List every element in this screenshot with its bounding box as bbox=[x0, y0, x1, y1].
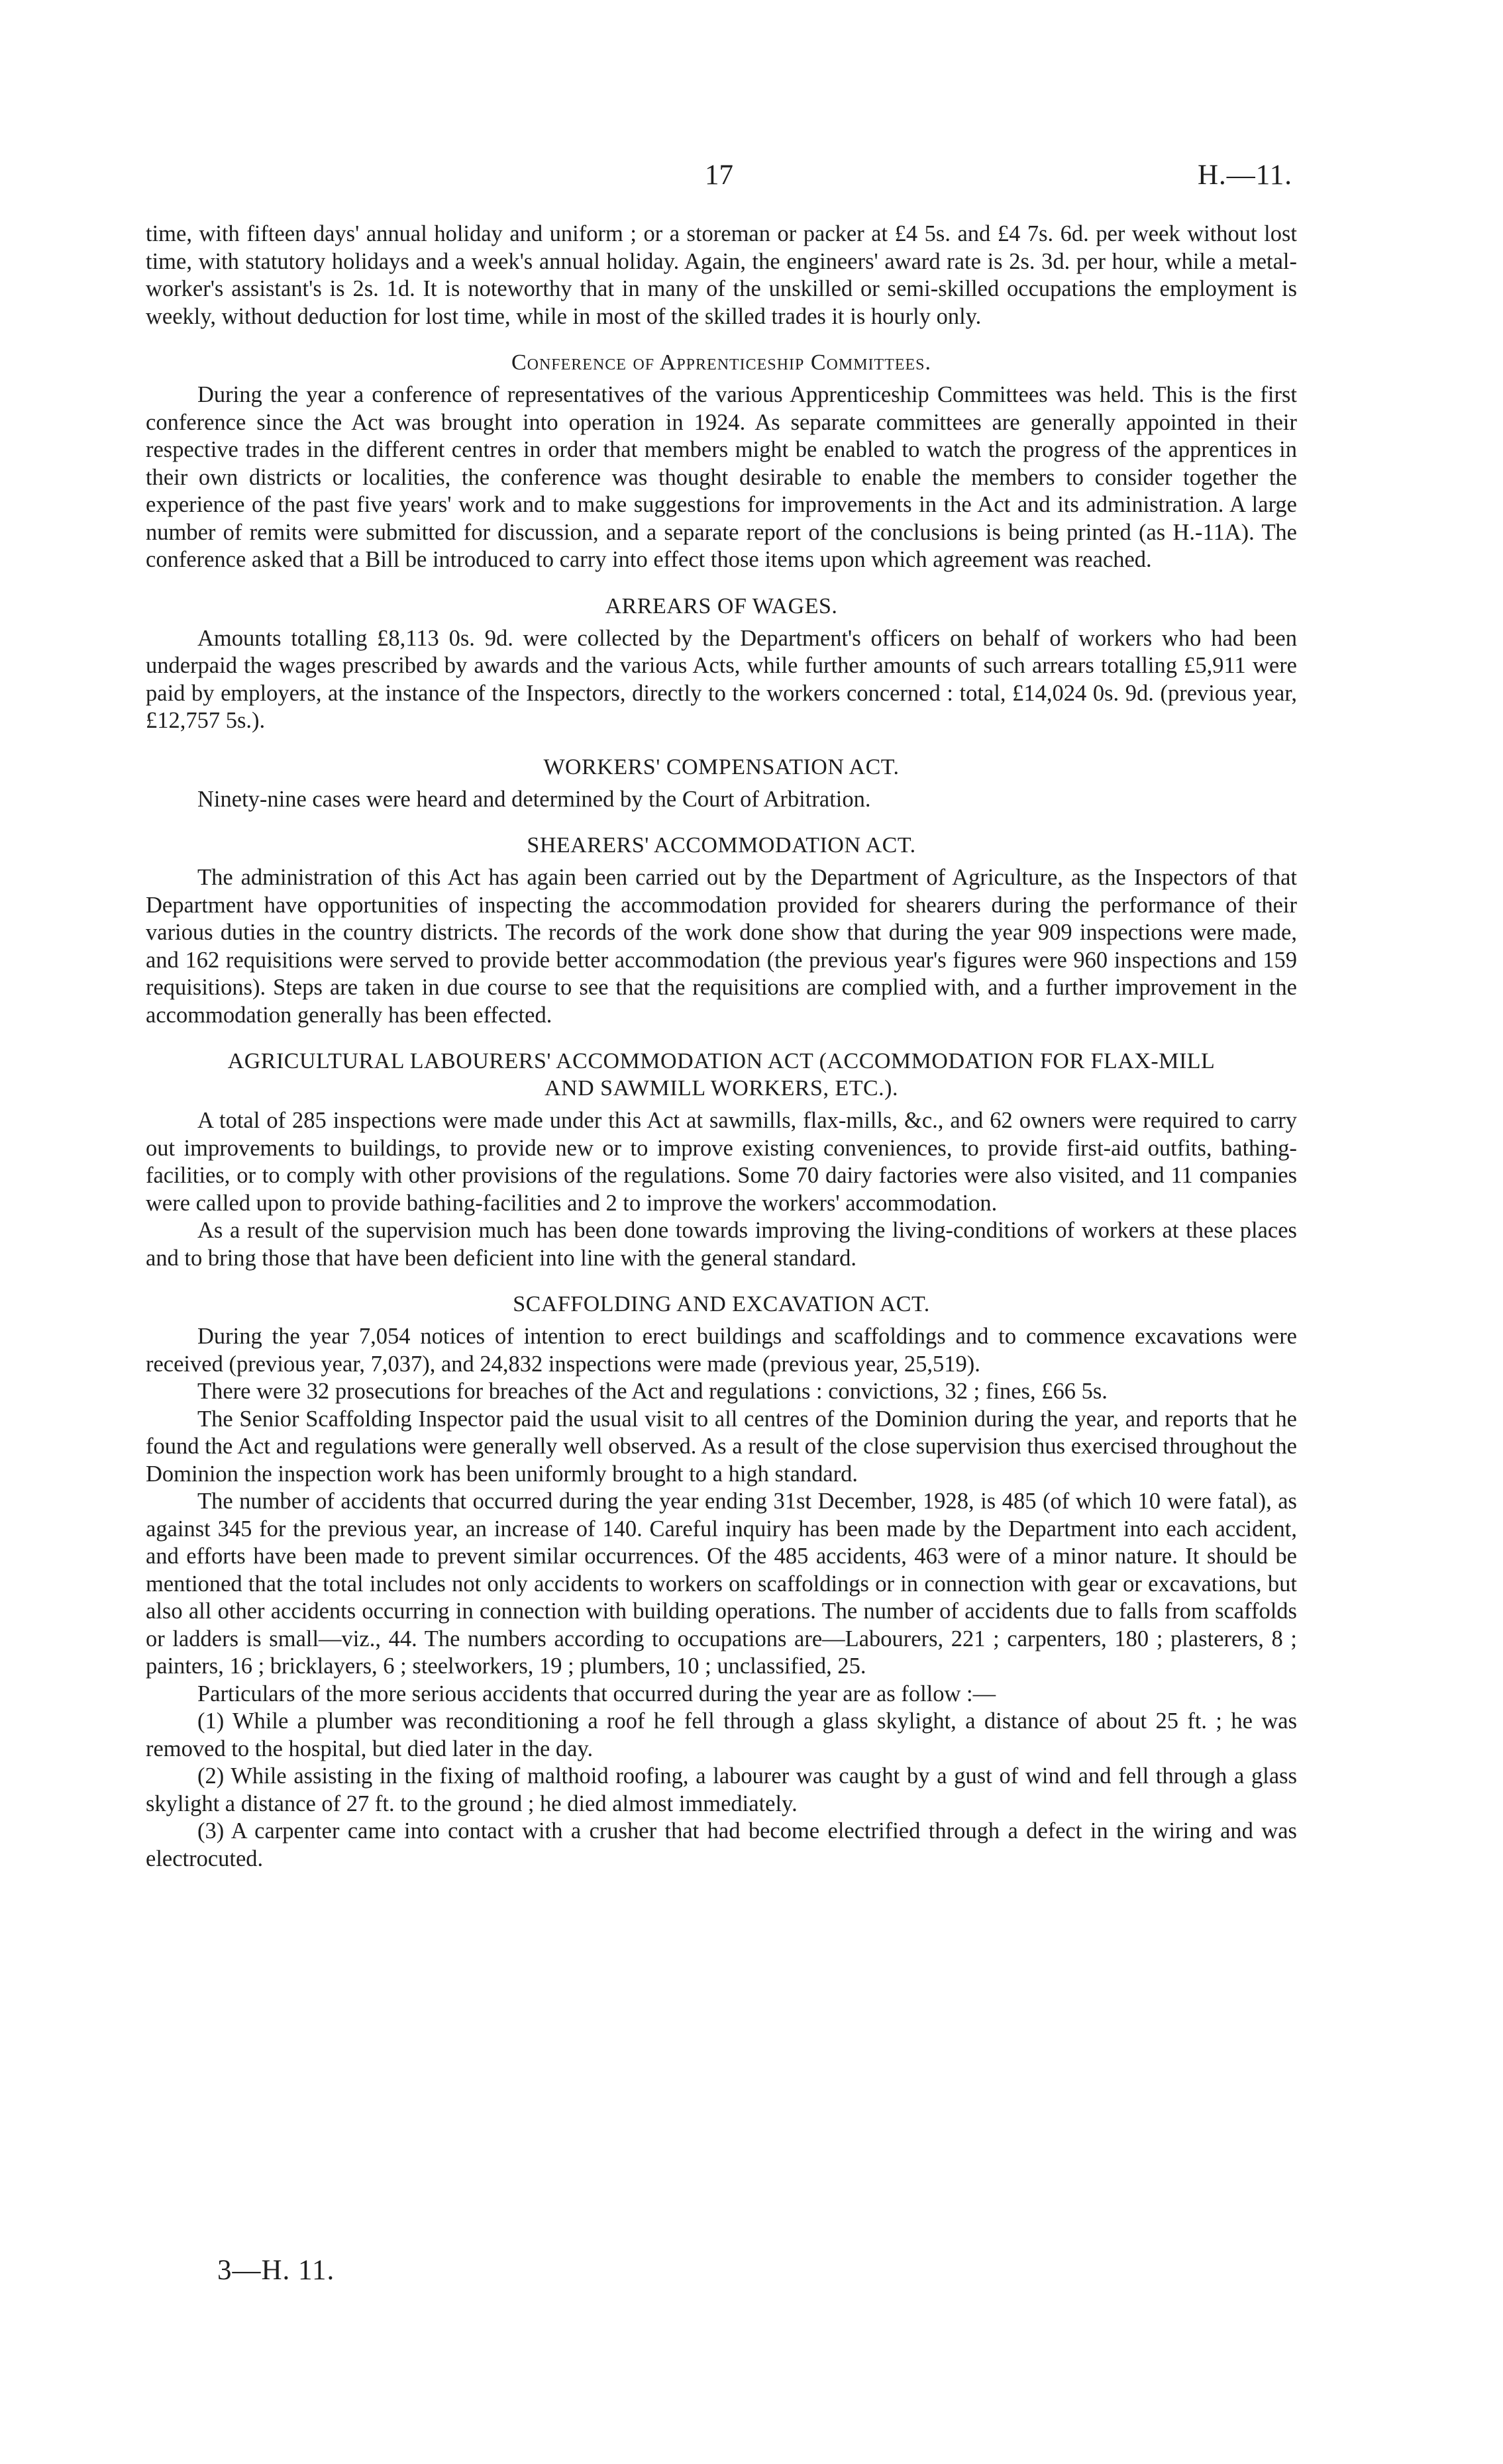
accident-item-1: (1) While a plumber was reconditioning a roof he fell through a glass skylight, a distance of about 25 ft. ; he was removed to the hospital, but died later in the day. bbox=[146, 1708, 1297, 1761]
heading-agricultural: AGRICULTURAL LABOURERS' ACCOMMODATION ACT (ACCOMMODATION FOR FLAX-MILL AND SAWMILL WORKERS, ETC.). bbox=[227, 1049, 1216, 1101]
scaffolding-paragraph-1: During the year 7,054 notices of intention to erect buildings and scaffoldings and to commence excavations were received (previous year, 7,037), and 24,832 inspections were made (previous year, 25,519). bbox=[146, 1324, 1297, 1377]
heading-conference: Conference of Apprenticeship Committees. bbox=[511, 350, 932, 375]
arrears-paragraph: Amounts totalling £8,113 0s. 9d. were collected by the Department's officers on behalf of workers who had been underpaid the wages prescribed by awards and the various Acts, while further amounts of such arrears totalling £5,911 were paid by employers, at the instance of the Inspectors, directly to the workers concerned : total, £14,024 0s. 9d. (previous year, £12,757 5s.). bbox=[146, 625, 1297, 733]
accident-item-2: (2) While assisting in the fixing of malthoid roofing, a labourer was caught by a gust of wind and fell through a glass skylight a distance of 27 ft. to the ground ; he died almost immediately. bbox=[146, 1763, 1297, 1816]
signature-mark: 3—H. 11. bbox=[217, 2255, 335, 2286]
agricultural-paragraph-2: As a result of the supervision much has been done towards improving the living-conditions of workers at these places and to bring those that have been deficient into line with the general standard. bbox=[146, 1218, 1297, 1271]
page-number: 17 bbox=[705, 160, 733, 191]
scaffolding-paragraph-5: Particulars of the more serious accidents that occurred during the year are as follow :— bbox=[197, 1681, 996, 1706]
workers-compensation-paragraph: Ninety-nine cases were heard and determined by the Court of Arbitration. bbox=[197, 786, 871, 812]
scaffolding-paragraph-3: The Senior Scaffolding Inspector paid the usual visit to all centres of the Dominion during the year, and reports that he found the Act and regulations were generally well observed. As a result of the close supervision thus exercised throughout the Dominion the inspection work has been uniformly brought to a high standard. bbox=[146, 1406, 1297, 1487]
heading-workers-compensation: WORKERS' COMPENSATION ACT. bbox=[543, 754, 900, 779]
heading-scaffolding: SCAFFOLDING AND EXCAVATION ACT. bbox=[513, 1292, 930, 1316]
scaffolding-paragraph-2: There were 32 prosecutions for breaches of the Act and regulations : convictions, 32 ; fines, £66 5s. bbox=[197, 1379, 1108, 1404]
scaffolding-paragraph-4: The number of accidents that occurred during the year ending 31st December, 1928, is 485 (of which 10 were fatal), as against 345 for the previous year, an increase of 140. Careful inquiry has been made by the Department into each accident, and efforts have been made to prevent similar occurrences. Of the 485 accidents, 463 were of a minor nature. It should be mentioned that the total includes not only accidents to workers on scaffoldings or in connection with gear or excavations, but also all other accidents occurring in connection with building operations. The number of accidents due to falls from scaffolds or ladders is small—viz., 44. The numbers according to occupations are—Labourers, 221 ; carpenters, 180 ; plasterers, 8 ; painters, 16 ; bricklayers, 6 ; steelworkers, 19 ; plumbers, 10 ; unclassified, 25. bbox=[146, 1489, 1297, 1679]
agricultural-paragraph-1: A total of 285 inspections were made under this Act at sawmills, flax-mills, &c., and 62 owners were required to carry out improvements to buildings, to provide new or to improve existing conveniences, to provide first-aid outfits, bathing-facilities, or to comply with other provisions of the regulations. Some 70 dairy factories were also visited, and 11 companies were called upon to provide bathing-facilities and 2 to improve the workers' accommodation. bbox=[146, 1108, 1297, 1216]
document-body bbox=[146, 221, 1297, 1873]
heading-shearers: SHEARERS' ACCOMMODATION ACT. bbox=[527, 833, 916, 858]
page-header bbox=[0, 159, 1503, 199]
conference-paragraph: During the year a conference of representatives of the various Apprenticeship Committees was held. This is the first conference since the Act was brought into operation in 1924. As separate committees are generally appointed in their respective trades in the different centres in order that members might be enabled to watch the progress of the apprentices in their own districts or localities, the conference was thought desirable to enable the members to consider together the experience of the past five years' work and to make suggestions for improvements in the Act and its administration. A large number of remits were submitted for discussion, and a separate report of the conclusions is being printed (as H.-11A). The conference asked that a Bill be introduced to carry into effect those items upon which agreement was reached. bbox=[146, 382, 1297, 572]
accident-item-3: (3) A carpenter came into contact with a crusher that had become electrified through a defect in the wiring and was electrocuted. bbox=[146, 1818, 1297, 1871]
intro-paragraph: time, with fifteen days' annual holiday and uniform ; or a storeman or packer at £4 5s. and £4 7s. 6d. per week without lost time, with statutory holidays and a week's annual holiday. Again, the engineers' award rate is 2s. 3d. per hour, while a metal-worker's assistant's is 2s. 1d. It is noteworthy that in many of the unskilled or semi-skilled occupations the employment is weekly, without deduction for lost time, while in most of the skilled trades it is hourly only. bbox=[146, 221, 1297, 329]
heading-arrears: ARREARS OF WAGES. bbox=[605, 593, 838, 618]
series-code: H.—11. bbox=[1198, 160, 1292, 191]
shearers-paragraph: The administration of this Act has again been carried out by the Department of Agriculture, as the Inspectors of that Department have opportunities of inspecting the accommodation provided for shearers during the performance of their various duties in the country districts. The records of the work done show that during the year 909 inspections were made, and 162 requisitions were served to provide better accommodation (the previous year's figures were 960 inspections and 159 requisitions). Steps are taken in due course to see that the requisitions are complied with, and a further improvement in the accommodation generally has been effected. bbox=[146, 865, 1297, 1028]
